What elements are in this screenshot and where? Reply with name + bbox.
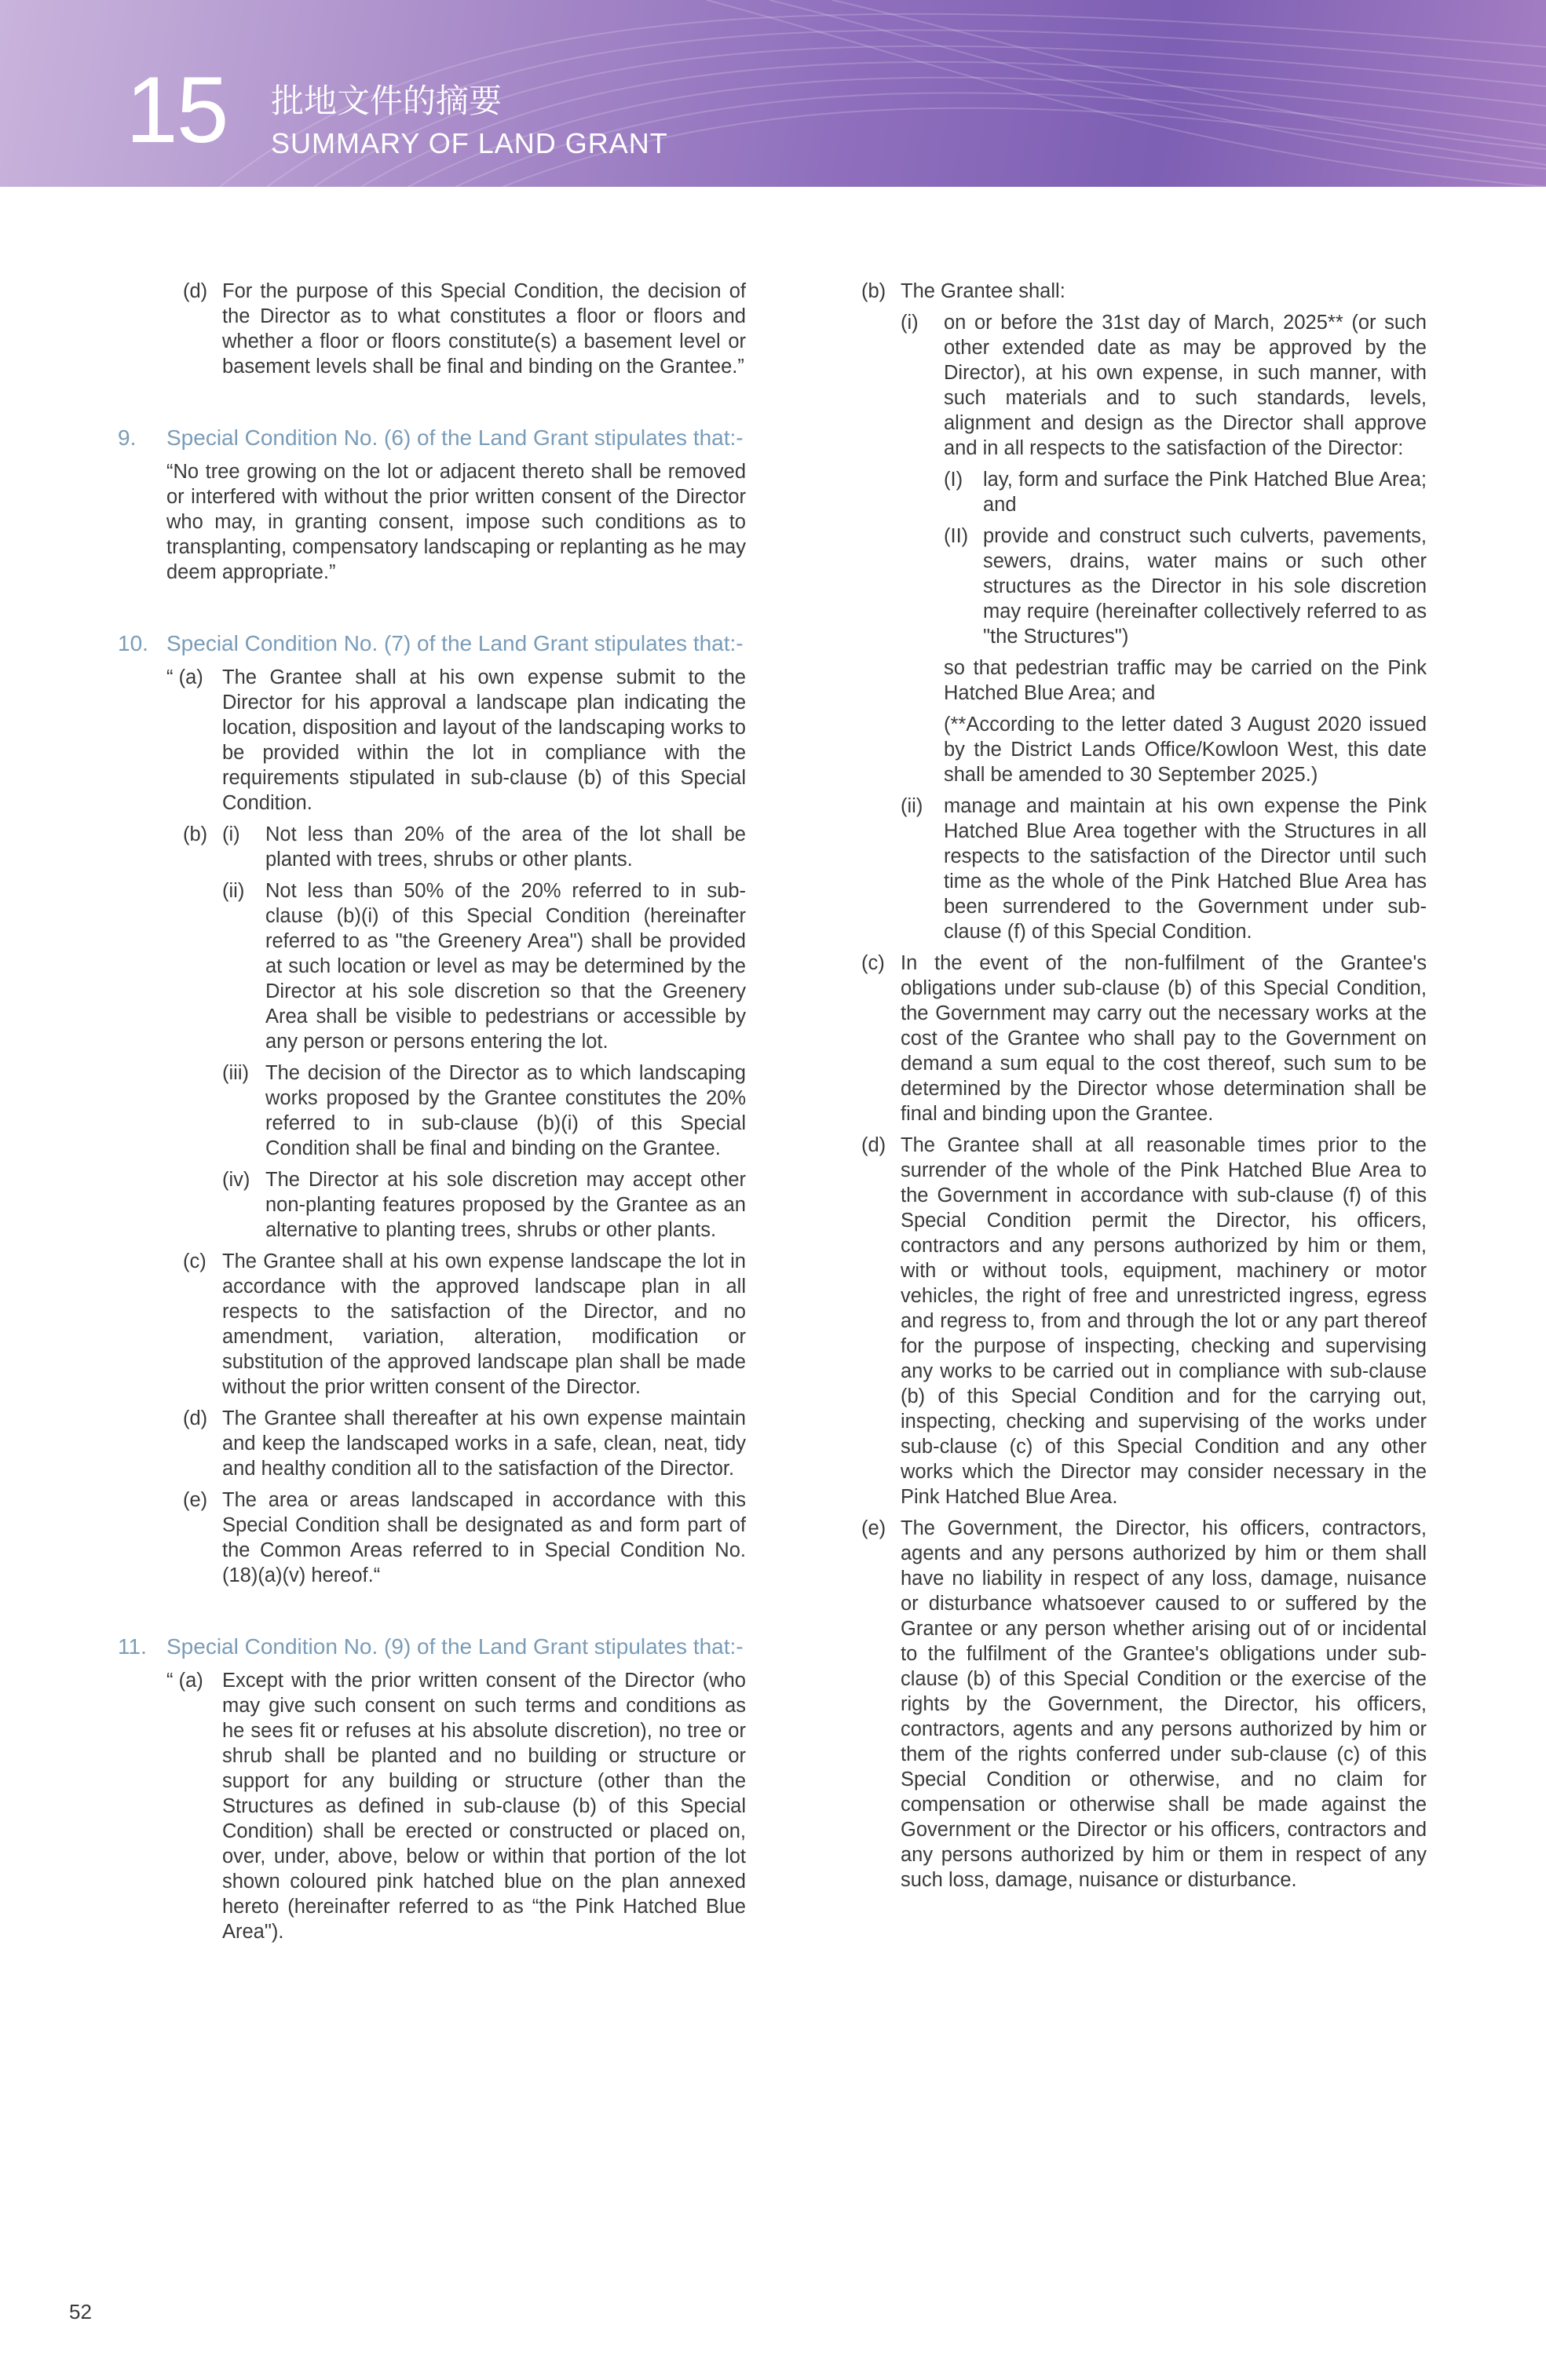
clause-8d — [118, 279, 746, 379]
subclause-label: (iv) — [222, 1169, 250, 1191]
clause-10e — [118, 1488, 746, 1588]
clause-text: The Grantee shall at his own expense submit to the Director for his approval a landscape plan indicating the location, disposition and layout of the landscaping works to be provided within the lot in compliance with the requirements stipulated in sub-clause (b) of this Special Condition. — [222, 666, 746, 814]
clause-11b-i — [861, 310, 1427, 461]
clause-text: manage and maintain at his own expense the Pink Hatched Blue Area together with the Structures in all respects to the satisfaction of the Director until such time as the whole of the Pink Hatched Blue Area has been surrendered to the Government under sub-clause (f) of this Special Condition. — [944, 795, 1427, 943]
subclause-label: (ii) — [901, 795, 923, 817]
clause-10b-iv — [118, 1167, 746, 1243]
clause-label: (d) — [861, 1134, 886, 1156]
clause-text: The area or areas landscaped in accordance with this Special Condition shall be designated as and form part of the Common Areas referred to in Special Condition No. (18)(a)(v) hereof.“ — [222, 1489, 746, 1586]
clause-text: The Grantee shall thereafter at his own expense maintain and keep the landscaped works in a safe, clean, neat, tidy and healthy condition all to the satisfaction of the Director. — [222, 1407, 746, 1480]
chapter-title-english: SUMMARY OF LAND GRANT — [271, 127, 668, 159]
clause-label: (d) — [183, 1407, 208, 1429]
clause-label: (c) — [861, 952, 885, 974]
clause-11b-I — [861, 467, 1427, 517]
section-number: 9. — [118, 425, 137, 450]
subclause-label: (iii) — [222, 1062, 249, 1084]
clause-text: The Grantee shall at his own expense landscape the lot in accordance with the approved landscape plan in all respects to the satisfaction of the Director, and no amendment, variation, alteration, modification or substitution of the approved landscape plan shall be made without the prior written consent of the Director. — [222, 1250, 746, 1398]
clause-label: “ (a) — [166, 1670, 203, 1692]
clause-10c — [118, 1249, 746, 1400]
clause-11c — [861, 951, 1427, 1126]
section-number: 11. — [118, 1634, 147, 1659]
clause-text: Not less than 50% of the 20% referred to in sub-clause (b)(i) of this Special Condition (hereinafter referred to as "the Greenery Area") shall be provided at such location or level as may be determined by the Director at his sole discretion so that the Greenery Area shall be visible to pedestrians or accessible by any person or persons entering the lot. — [265, 880, 746, 1053]
clause-label: (c) — [183, 1250, 206, 1272]
clause-label: (b) — [861, 280, 886, 302]
clause-11b-continuation: so that pedestrian traffic may be carried on the Pink Hatched Blue Area; and — [944, 657, 1427, 704]
clause-text: For the purpose of this Special Condition, the decision of the Director as to what constitutes a floor or floors and whether a floor or floors constitute(s) a basement level or basement levels shall be final and binding on the Grantee.” — [222, 280, 746, 378]
clause-11e — [861, 1516, 1427, 1893]
section-9-heading — [118, 425, 746, 451]
chapter-title-chinese: 批地文件的摘要 — [271, 82, 503, 120]
clause-11a — [118, 1668, 746, 1944]
section-heading-text: Special Condition No. (7) of the Land Grant stipulates that:- — [166, 631, 744, 655]
clause-label: (e) — [861, 1517, 886, 1539]
section-number: 10. — [118, 631, 148, 655]
clause-11b — [861, 279, 1427, 304]
subclause-label: (i) — [222, 823, 240, 845]
clause-10d — [118, 1406, 746, 1481]
clause-text: The Grantee shall: — [901, 280, 1065, 302]
clause-11b-ii — [861, 794, 1427, 944]
subclause-label: (i) — [901, 312, 919, 334]
section-heading-text: Special Condition No. (9) of the Land Grant stipulates that:- — [166, 1634, 744, 1659]
section-11-heading — [118, 1634, 746, 1660]
left-column — [118, 279, 746, 1951]
page-number: 52 — [69, 2300, 92, 2323]
clause-label: (e) — [183, 1489, 208, 1511]
chapter-number: 15 — [126, 57, 228, 162]
subclause-label: (II) — [944, 525, 969, 547]
clause-text: lay, form and surface the Pink Hatched Blue Area; and — [983, 469, 1427, 516]
clause-text: Except with the prior written consent of the Director (who may give such consent on such terms and conditions as he sees fit or refuses at his absolute discretion), no tree or shrub shall be planted and no building or structure or support for any building or structure (other than the Structures as defined in sub-clause (b) of this Special Condition) shall be erected or constructed or placed on, over, under, above, below or within that portion of the lot shown coloured pink hatched blue on the plan annexed hereto (hereinafter referred to as “the Pink Hatched Blue Area"). — [222, 1670, 746, 1943]
banner-wave-pattern — [0, 0, 1546, 187]
clause-11b-II — [861, 524, 1427, 649]
section-heading-text: Special Condition No. (6) of the Land Grant stipulates that:- — [166, 425, 744, 450]
clause-10b-ii — [118, 878, 746, 1054]
clause-text: The Government, the Director, his officers, contractors, agents and any persons authorized by him or them shall have no liability in respect of any loss, damage, nuisance or disturbance whatsoever caused to or suffered by the Grantee or any person whether arising out of or incidental to the fulfilment of the Grantee's obligations under sub-clause (b) of this Special Condition or the exercise of the rights by the Government, the Director, his officers, contractors, agents and any persons authorized by him or them of the rights conferred under sub-clause (c) of this Special Condition or otherwise, and no claim for compensation or otherwise shall be made against the Government or the Director or his officers, contractors and any persons authorized by him or them in respect of any such loss, damage, nuisance or disturbance. — [901, 1517, 1427, 1891]
clause-10b-i — [118, 822, 746, 872]
section-10-heading — [118, 630, 746, 657]
clause-text: Not less than 20% of the area of the lot shall be planted with trees, shrubs or other plants. — [265, 823, 746, 871]
header-banner — [0, 0, 1546, 187]
clause-text: The Grantee shall at all reasonable times prior to the surrender of the whole of the Pink Hatched Blue Area to the Government in accordance with sub-clause (f) of this Special Condition permit the Director, his officers, contractors and any persons authorized by him or them, with or without tools, equipment, machinery or motor vehicles, the right of free and unrestricted ingress, egress and regress to, from and through the lot or any part thereof for the purpose of inspecting, checking and supervising any works to be carried out in compliance with sub-clause (b) of this Special Condition and for the carrying out, inspecting, checking and supervising of the works under sub-clause (c) of this Special Condition and any other works which the Director may consider necessary in the Pink Hatched Blue Area. — [901, 1134, 1427, 1508]
clause-10b-iii — [118, 1060, 746, 1161]
date-amendment-note: (**According to the letter dated 3 August 2020 issued by the District Lands Office/Kowloon West, this date shall be amended to 30 September 2025.) — [944, 714, 1427, 786]
clause-text: The decision of the Director as to which landscaping works proposed by the Grantee constitutes the 20% referred to in sub-clause (b)(i) of this Special Condition shall be final and binding on the Grantee. — [265, 1062, 746, 1159]
subclause-label: (ii) — [222, 880, 245, 902]
clause-text: on or before the 31st day of March, 2025** (or such other extended date as may be approved by the Director), at his own expense, in such manner, with such materials and to such standards, levels, alignment and design as the Director shall approve and in all respects to the satisfaction of the Director: — [944, 312, 1427, 459]
clause-label: (b) — [183, 823, 208, 845]
right-column — [861, 279, 1427, 1899]
clause-10a — [118, 665, 746, 816]
clause-label: (d) — [183, 280, 208, 302]
clause-text: provide and construct such culverts, pavements, sewers, drains, water mains or such other structures as the Director in his sole discretion may require (hereinafter collectively referred to as "the Structures") — [983, 525, 1427, 648]
clause-label: “ (a) — [166, 666, 203, 688]
clause-text: In the event of the non-fulfilment of the Grantee's obligations under sub-clause (b) of this Special Condition, the Government may carry out the necessary works at the cost of the Grantee who shall pay to the Government on demand a sum equal to the cost thereof, such sum to be determined by the Director whose determination shall be final and binding upon the Grantee. — [901, 952, 1427, 1125]
section-9-text: “No tree growing on the lot or adjacent thereto shall be removed or interfered with without the prior written consent of the Director who may, in granting consent, impose such conditions as to transplanting, compensatory landscaping or replanting as he may deem appropriate.” — [166, 461, 746, 583]
subclause-label: (I) — [944, 469, 963, 491]
clause-11d — [861, 1133, 1427, 1509]
clause-text: The Director at his sole discretion may accept other non-planting features proposed by the Grantee as an alternative to planting trees, shrubs or other plants. — [265, 1169, 746, 1241]
